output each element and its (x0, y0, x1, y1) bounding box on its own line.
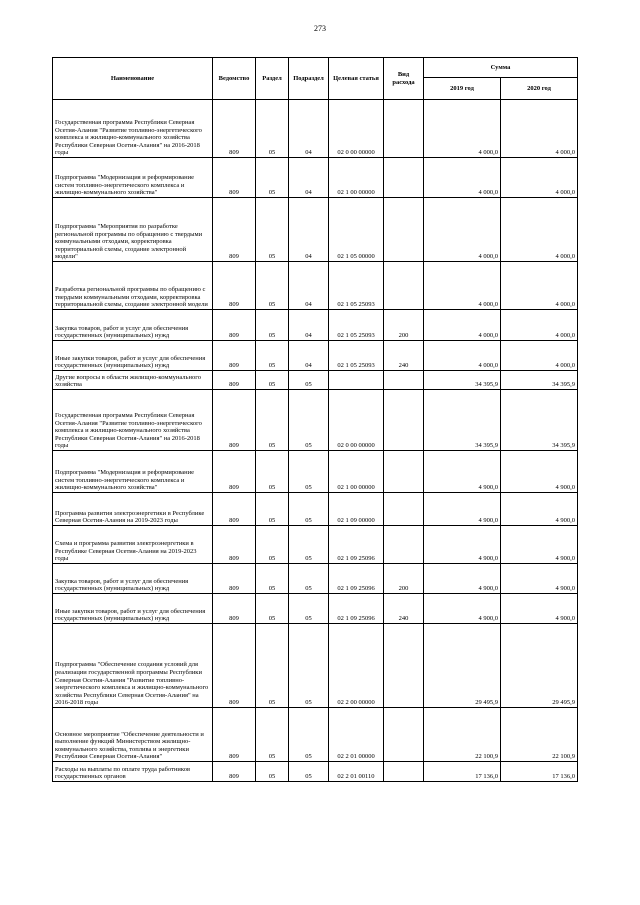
header-2019: 2019 год (424, 78, 501, 100)
table-row-name: Подпрограмма "Модернизация и реформирование систем топливно-энергетического комплекса и жилищно-коммунального хозяйства" (53, 451, 213, 493)
cell-ved: 809 (213, 564, 256, 594)
cell-2020: 4 900,0 (501, 594, 578, 624)
cell-vid (384, 198, 424, 262)
cell-vid (384, 158, 424, 198)
cell-ved: 809 (213, 493, 256, 526)
table-row-name: Иные закупки товаров, работ и услуг для обеспечения государственных (муниципальных) нужд (53, 341, 213, 371)
cell-target: 02 1 09 00000 (329, 493, 384, 526)
cell-podrazdel: 04 (289, 100, 329, 158)
cell-razdel: 05 (256, 526, 289, 564)
cell-target: 02 1 00 00000 (329, 451, 384, 493)
cell-podrazdel: 05 (289, 526, 329, 564)
cell-2019: 17 136,0 (424, 762, 501, 782)
table-row-name: Закупка товаров, работ и услуг для обеспечения государственных (муниципальных) нужд (53, 310, 213, 341)
cell-vid (384, 371, 424, 390)
cell-razdel: 05 (256, 390, 289, 451)
cell-2019: 4 000,0 (424, 310, 501, 341)
cell-ved: 809 (213, 341, 256, 371)
cell-vid (384, 262, 424, 310)
cell-2019: 4 000,0 (424, 158, 501, 198)
cell-2020: 4 900,0 (501, 526, 578, 564)
cell-ved: 809 (213, 158, 256, 198)
cell-target: 02 2 01 00000 (329, 708, 384, 762)
table-row-name: Иные закупки товаров, работ и услуг для обеспечения государственных (муниципальных) нужд (53, 594, 213, 624)
cell-2020: 4 900,0 (501, 564, 578, 594)
cell-2020: 4 000,0 (501, 262, 578, 310)
cell-razdel: 05 (256, 594, 289, 624)
cell-2019: 29 495,9 (424, 624, 501, 708)
header-2020: 2020 год (501, 78, 578, 100)
header-podrazdel: Подраздел (289, 58, 329, 100)
cell-2019: 4 000,0 (424, 341, 501, 371)
cell-vid: 200 (384, 310, 424, 341)
cell-2019: 34 395,9 (424, 390, 501, 451)
cell-ved: 809 (213, 594, 256, 624)
cell-vid (384, 100, 424, 158)
cell-razdel: 05 (256, 564, 289, 594)
cell-podrazdel: 04 (289, 198, 329, 262)
cell-vid (384, 708, 424, 762)
cell-razdel: 05 (256, 310, 289, 341)
cell-vid: 240 (384, 594, 424, 624)
cell-podrazdel: 05 (289, 564, 329, 594)
header-expense-type: Вид расхода (384, 58, 424, 100)
cell-target: 02 0 00 00000 (329, 100, 384, 158)
cell-target: 02 2 00 00000 (329, 624, 384, 708)
cell-podrazdel: 05 (289, 451, 329, 493)
cell-2020: 4 000,0 (501, 100, 578, 158)
cell-target: 02 1 09 25096 (329, 526, 384, 564)
cell-ved: 809 (213, 198, 256, 262)
cell-2020: 34 395,9 (501, 390, 578, 451)
cell-razdel: 05 (256, 708, 289, 762)
cell-2019: 4 000,0 (424, 262, 501, 310)
cell-razdel: 05 (256, 493, 289, 526)
cell-target: 02 1 09 25096 (329, 594, 384, 624)
cell-vid: 240 (384, 341, 424, 371)
cell-podrazdel: 05 (289, 624, 329, 708)
table-row-name: Подпрограмма "Обеспечение создания условий для реализации государственной программы Республики Северная Осетия-Алания "Развитие топливно-энергетического комплекса и жилищно-коммунального хозяйства Республики Северная Осетия-Алания" на 2016-2018 годы (53, 624, 213, 708)
cell-2020: 17 136,0 (501, 762, 578, 782)
table-row-name: Расходы на выплаты по оплате труда работников государственных органов (53, 762, 213, 782)
cell-2019: 4 000,0 (424, 198, 501, 262)
header-target: Целевая статья (329, 58, 384, 100)
cell-ved: 809 (213, 762, 256, 782)
cell-target: 02 1 05 25093 (329, 341, 384, 371)
cell-vid: 200 (384, 564, 424, 594)
table-row-name: Разработка региональной программы по обращению с твердыми коммунальными отходами, корректировка территориальной схемы, создание электронной модели (53, 262, 213, 310)
cell-2019: 4 000,0 (424, 100, 501, 158)
cell-2020: 4 900,0 (501, 493, 578, 526)
cell-2019: 4 900,0 (424, 564, 501, 594)
table-row-name: Другие вопросы в области жилищно-коммунального хозяйства (53, 371, 213, 390)
cell-razdel: 05 (256, 371, 289, 390)
cell-2020: 34 395,9 (501, 371, 578, 390)
table-row-name: Государственная программа Республики Северная Осетия-Алания "Развитие топливно-энергетического комплекса и жилищно-коммунального хозяйства Республики Северная Осетия-Алания" на 2016-2018 годы (53, 100, 213, 158)
cell-vid (384, 526, 424, 564)
cell-vid (384, 624, 424, 708)
cell-ved: 809 (213, 262, 256, 310)
cell-razdel: 05 (256, 624, 289, 708)
cell-podrazdel: 04 (289, 262, 329, 310)
cell-razdel: 05 (256, 198, 289, 262)
cell-target: 02 1 00 00000 (329, 158, 384, 198)
cell-ved: 809 (213, 100, 256, 158)
table-row-name: Схема и программа развития электроэнергетики в Республике Северная Осетия-Алания на 2019-2023 годы (53, 526, 213, 564)
cell-ved: 809 (213, 390, 256, 451)
cell-2019: 4 900,0 (424, 526, 501, 564)
cell-target: 02 1 09 25096 (329, 564, 384, 594)
cell-ved: 809 (213, 526, 256, 564)
table-row-name: Основное мероприятие "Обеспечение деятельности и выполнение функций Министерством жилищно-коммунального хозяйства, топлива и энергетики Республики Северная Осетия-Алания" (53, 708, 213, 762)
cell-podrazdel: 04 (289, 310, 329, 341)
cell-target: 02 1 05 25093 (329, 310, 384, 341)
cell-2020: 4 000,0 (501, 198, 578, 262)
cell-2020: 4 000,0 (501, 310, 578, 341)
cell-razdel: 05 (256, 100, 289, 158)
cell-razdel: 05 (256, 341, 289, 371)
cell-podrazdel: 05 (289, 371, 329, 390)
cell-podrazdel: 05 (289, 708, 329, 762)
header-name: Наименование (53, 58, 213, 100)
budget-table (52, 57, 578, 782)
cell-vid (384, 451, 424, 493)
cell-2020: 4 000,0 (501, 158, 578, 198)
cell-target: 02 0 00 00000 (329, 390, 384, 451)
cell-vid (384, 390, 424, 451)
cell-ved: 809 (213, 708, 256, 762)
header-sum: Сумма (424, 58, 578, 78)
cell-target: 02 1 05 00000 (329, 198, 384, 262)
cell-target (329, 371, 384, 390)
cell-2020: 4 000,0 (501, 341, 578, 371)
cell-2020: 29 495,9 (501, 624, 578, 708)
cell-podrazdel: 05 (289, 762, 329, 782)
cell-target: 02 1 05 25093 (329, 262, 384, 310)
cell-2020: 22 100,9 (501, 708, 578, 762)
header-razdel: Раздел (256, 58, 289, 100)
cell-podrazdel: 05 (289, 594, 329, 624)
cell-podrazdel: 04 (289, 158, 329, 198)
cell-razdel: 05 (256, 762, 289, 782)
cell-podrazdel: 05 (289, 493, 329, 526)
cell-razdel: 05 (256, 158, 289, 198)
table-row-name: Программа развития электроэнергетики в Республике Северная Осетия-Алания на 2019-2023 годы (53, 493, 213, 526)
cell-razdel: 05 (256, 262, 289, 310)
page-number: 273 (314, 24, 326, 33)
cell-2019: 4 900,0 (424, 594, 501, 624)
cell-vid (384, 762, 424, 782)
cell-vid (384, 493, 424, 526)
cell-2019: 4 900,0 (424, 451, 501, 493)
cell-podrazdel: 04 (289, 341, 329, 371)
table-row-name: Подпрограмма "Модернизация и реформирование систем топливно-энергетического комплекса и жилищно-коммунального хозяйства" (53, 158, 213, 198)
cell-ved: 809 (213, 451, 256, 493)
table-row-name: Закупка товаров, работ и услуг для обеспечения государственных (муниципальных) нужд (53, 564, 213, 594)
cell-ved: 809 (213, 310, 256, 341)
cell-ved: 809 (213, 624, 256, 708)
header-vedomstvo: Ведомство (213, 58, 256, 100)
cell-2019: 34 395,9 (424, 371, 501, 390)
cell-2019: 22 100,9 (424, 708, 501, 762)
cell-ved: 809 (213, 371, 256, 390)
cell-podrazdel: 05 (289, 390, 329, 451)
cell-2019: 4 900,0 (424, 493, 501, 526)
table-row-name: Государственная программа Республики Северная Осетия-Алания "Развитие топливно-энергетического комплекса и жилищно-коммунального хозяйства Республики Северная Осетия-Алания" на 2016-2018 годы (53, 390, 213, 451)
cell-razdel: 05 (256, 451, 289, 493)
cell-target: 02 2 01 00110 (329, 762, 384, 782)
cell-2020: 4 900,0 (501, 451, 578, 493)
table-row-name: Подпрограмма "Мероприятия по разработке региональной программы по обращению с твердыми коммунальными отходами, корректировка территориальной схемы, создание электронной модели" (53, 198, 213, 262)
